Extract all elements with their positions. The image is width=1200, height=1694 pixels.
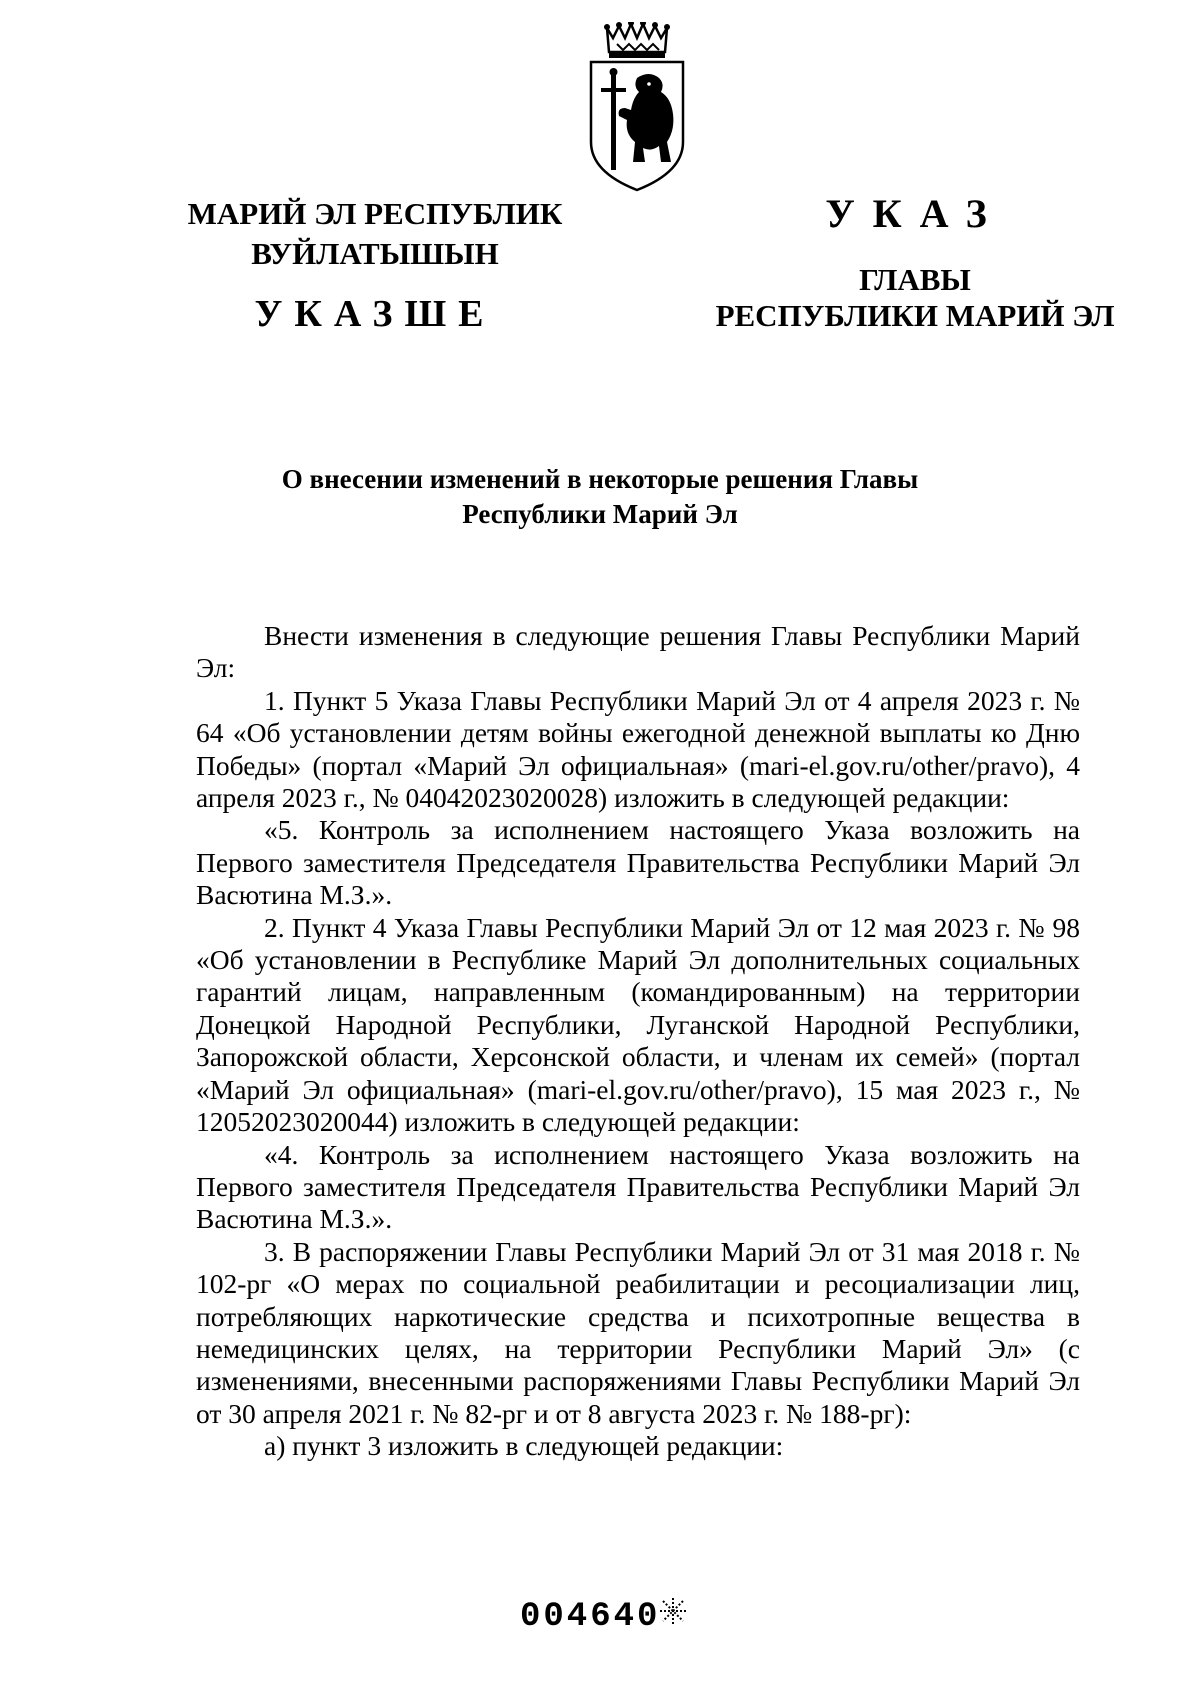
header-left-line2: ВУЙЛАТЫШЫН <box>251 236 499 271</box>
item-1-paragraph: 1. Пункт 5 Указа Главы Республики Марий Эл от 4 апреля 2023 г. № 64 «Об установлении детям войны ежегодной денежной выплаты ко Дню Победы» (портал «Марий Эл официальная» (mari-el.gov.ru/other/pravo), 4 апреля 2023 г., № 04042023020028) изложить в следующей редакции: <box>196 684 1080 814</box>
intro-paragraph: Внести изменения в следующие решения Главы Республики Марий Эл: <box>196 620 1080 684</box>
item-3a-paragraph: а) пункт 3 изложить в следующей редакции: <box>264 1430 784 1462</box>
document-title <box>180 462 1020 532</box>
header-right-line2: ГЛАВЫ <box>859 262 971 297</box>
header-right-line3: РЕСПУБЛИКИ МАРИЙ ЭЛ <box>715 298 1115 333</box>
header-left-decree-word: УКАЗШЕ <box>254 293 496 335</box>
document-body <box>196 620 1080 1463</box>
item-2-paragraph: 2. Пункт 4 Указа Главы Республики Марий Эл от 12 мая 2023 г. № 98 «Об установлении в Республике Марий Эл дополнительных социальных гарантий лицам, направленным (командированным) на территории Донецкой Народной Республики, Луганской Народной Республики, Запорожской области, Херсонской области, и членам их семей» (портал «Марий Эл официальная» (mari-el.gov.ru/other/pravo), 15 мая 2023 г., № 12052023020044) изложить в следующей редакции: <box>196 911 1080 1138</box>
header-right-decree-word: УКАЗ <box>825 191 1005 236</box>
header-left-line1: МАРИЙ ЭЛ РЕСПУБЛИК <box>187 196 563 231</box>
document-serial-number: 004640 <box>520 1598 661 1636</box>
item-1-quote-paragraph: «5. Контроль за исполнением настоящего Указа возложить на Первого заместителя Председателя Правительства Республики Марий Эл Васютина М.З.». <box>196 814 1080 911</box>
item-2-quote-paragraph: «4. Контроль за исполнением настоящего Указа возложить на Первого заместителя Председателя Правительства Республики Марий Эл Васютина М.З.». <box>196 1138 1080 1235</box>
title-line2: Республики Марий Эл <box>462 499 738 529</box>
coat-of-arms-emblem <box>587 22 687 194</box>
item-3-paragraph: 3. В распоряжении Главы Республики Марий Эл от 31 мая 2018 г. № 102-рг «О мерах по социальной реабилитации и ресоциализации лиц, потребляющих наркотические средства и психотропные вещества в немедицинских целях, на территории Республики Марий Эл» (с изменениями, внесенными распоряжениями Главы Республики Марий Эл от 30 апреля 2021 г. № 82-рг и от 8 августа 2023 г. № 188-рг): <box>196 1235 1080 1429</box>
ornament-star-icon <box>658 1596 688 1626</box>
title-line1: О внесении изменений в некоторые решения Главы <box>281 464 919 494</box>
